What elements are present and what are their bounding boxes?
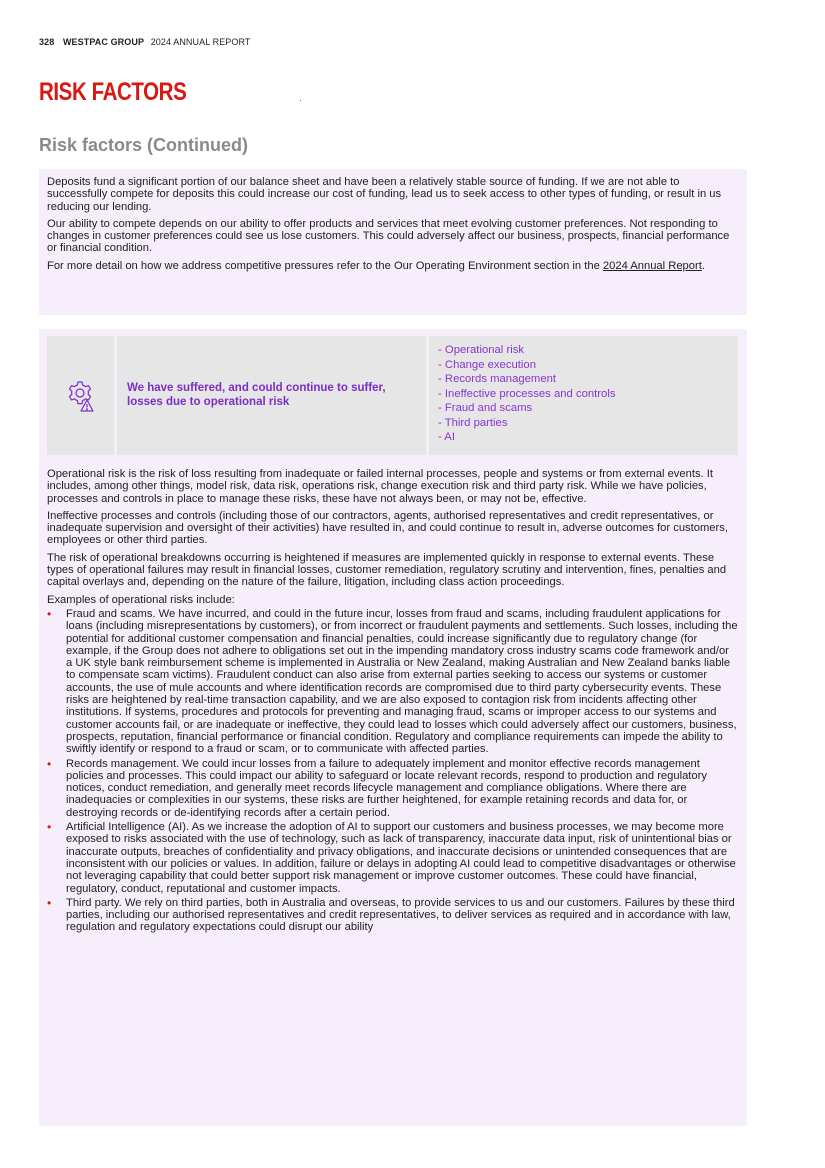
risk-category: - Fraud and scams xyxy=(438,401,729,416)
operational-risk-box xyxy=(39,329,747,1126)
page-number: 328 xyxy=(39,37,55,47)
risk-category-list xyxy=(438,343,729,445)
risk-category: - Records management xyxy=(438,372,729,387)
intro-paragraph-1: Deposits fund a significant portion of our balance sheet and have been a relatively stable source of funding. If we are not able to successfully compete for deposits this could increase our cost of funding, lead us to seek access to other types of funding, or result in us reducing our lending. xyxy=(47,176,722,213)
list-item: • Records management. We could incur losses from a failure to adequately implement and monitor effective records management policies and processes. This could impact our ability to safeguard or locate relevant records, respond to production and regulatory notices, conduct remediation, and generally meet records lifecycle management and compliance obligations. Where there are inadequacies or complexities in our systems, these risks are further heightened, for example retaining records and data for, or destroying records or de-identifying records after a certain period. xyxy=(47,758,738,819)
report-name: 2024 ANNUAL REPORT xyxy=(150,37,251,47)
risk-category: - Ineffective processes and controls xyxy=(438,387,729,402)
risk-summary-table xyxy=(47,336,738,455)
body-paragraph-1: Operational risk is the risk of loss resulting from inadequate or failed internal processes, people and systems or from external events. It includes, among other things, model risk, data risk, operations risk, change execution risk and third party risk. While we have policies, processes and controls in place to manage these risks, these have not always been, or may not be, effective. xyxy=(47,468,713,505)
page-header xyxy=(39,37,251,47)
body-paragraph-3: The risk of operational breakdowns occurring is heightened if measures are implemented quickly in response to external events. These types of operational failures may result in financial losses, customer remediation, regulatory scrutiny and intervention, fines, penalties and capital overlays and, depending on the nature of the failure, litigation, including class action proceedings. xyxy=(47,551,727,589)
annual-report-link[interactable]: 2024 Annual Report xyxy=(602,259,702,272)
risk-title: We have suffered, and could continue to suffer, losses due to operational risk xyxy=(127,382,386,408)
risk-category: - AI xyxy=(438,430,729,445)
list-item: • Third party. We rely on third parties, both in Australia and overseas, to provide services to us and our customers. Failures by these third parties, including our authorised representatives and credit representatives, to deliver services as required and in accordance with law, regulation and regulatory expectations could disrupt our ability xyxy=(47,897,738,934)
gear-warning-icon xyxy=(65,379,97,413)
competition-text-box xyxy=(39,169,747,315)
brand-name: WESTPAC GROUP xyxy=(62,37,145,47)
list-item: • Artificial Intelligence (AI). As we increase the adoption of AI to support our customers and business processes, we may become more exposed to risks associated with the use of technology, such as lack of transparency, inaccurate data input, risk of unintentional bias or inaccurate outputs, breaches of confidentiality and privacy obligations, and inaccurate decisions or unintended consequences that are inconsistent with our policies or values. In addition, failure or delays in adopting AI could lead to competitive disadvantages or otherwise not leveraging capability that could better support risk management or improve customer outcomes. These could have financial, regulatory, conduct, reputational and customer impacts. xyxy=(47,821,738,895)
intro-paragraph-3 xyxy=(47,260,739,272)
intro-paragraph-2: Our ability to compete depends on our ability to offer products and services that meet evolving customer preferences. Not responding to changes in customer preferences could see us lose customers. This could adversely affect our business, prospects, financial performance or financial condition. xyxy=(47,217,730,255)
list-item: • Fraud and scams. We have incurred, and could in the future incur, losses from fraud and scams, including fraudulent applications for loans (including misrepresentations by customers), or from incorrect or fraudulent payments and settlements. Such losses, including the potential for additional customer compensation and financial penalties, could increase significantly due to regulatory change (for example, if the Group does not adhere to obligations set out in the impending mandatory cross industry scams code framework and/or a UK style bank reimbursement scheme is implemented in Australia or New Zealand, making Australian and New Zealand banks liable to compensate scam victims). Fraudulent conduct can also arise from external parties seeking to access our systems or customer accounts, the use of mule accounts and where identification records are compromised due to third party cybersecurity events. These risks are heightened by real-time transaction capability, and we are also exposed to contagion risk from incidents affecting other institutions. If systems, procedures and protocols for preventing and managing fraud, scams or improper access to our systems and customer accounts fail, or are inadequate or ineffective, they could lead to losses which could adversely affect our customers, business, prospects, reputation, financial performance or financial condition. Regulatory and compliance requirements can impede the ability to swiftly identify or respond to a fraud or scam, or to communicate with affected parties. xyxy=(47,608,738,756)
stray-dot xyxy=(300,100,301,101)
body-paragraph-2: Ineffective processes and controls (including those of our contractors, agents, authorised representatives and credit representatives, or inadequate supervision and oversight of their activities) have resulted in, and could continue to result in, adverse outcomes for customers, employees or other third parties. xyxy=(47,509,728,547)
risk-categories-cell xyxy=(429,336,738,455)
risk-icon-cell xyxy=(47,336,114,455)
risk-title-cell xyxy=(117,336,426,455)
examples-intro: Examples of operational risks include: xyxy=(47,593,235,606)
intro-paragraph-3-end: . xyxy=(701,259,705,272)
examples-list xyxy=(47,608,738,934)
risk-category: - Third parties xyxy=(438,416,729,431)
risk-category: - Operational risk xyxy=(438,343,729,358)
risk-category: - Change execution xyxy=(438,358,729,373)
page-subtitle: Risk factors (Continued) xyxy=(39,135,249,155)
intro-paragraph-3-text: For more detail on how we address competitive pressures refer to the Our Operating Environment section in the xyxy=(47,259,600,272)
section-title: RISK FACTORS xyxy=(39,78,187,106)
